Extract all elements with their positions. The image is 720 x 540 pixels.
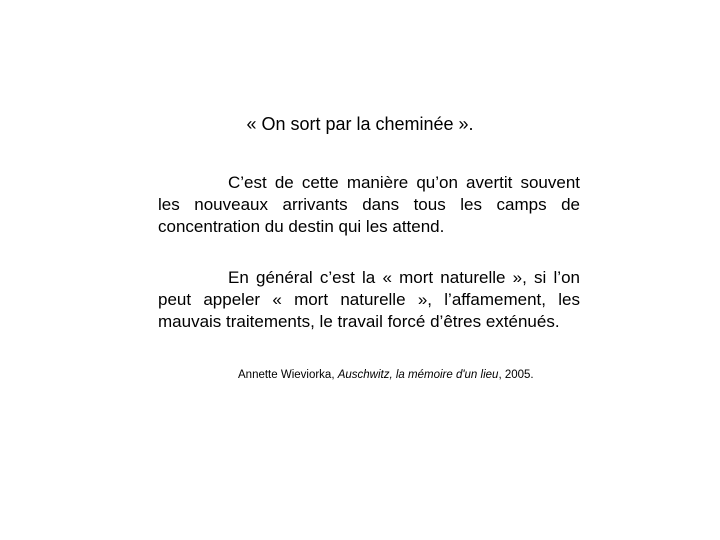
citation: [238, 367, 534, 383]
citation-year: , 2005.: [498, 369, 534, 381]
paragraph-1: C’est de cette manière qu’on avertit souvent les nouveaux arrivants dans tous les camps de concentration du destin qui les attend.: [158, 173, 580, 236]
slide-title: « On sort par la cheminée ».: [246, 114, 474, 134]
paragraph-2: En général c’est la « mort naturelle », si l’on peut appeler « mort naturelle », l’affamement, les mauvais traitements, le travail forcé d’êtres exténués.: [158, 268, 580, 331]
citation-work: Auschwitz, la mémoire d'un lieu: [337, 369, 499, 381]
citation-author: Annette Wieviorka,: [238, 369, 338, 381]
